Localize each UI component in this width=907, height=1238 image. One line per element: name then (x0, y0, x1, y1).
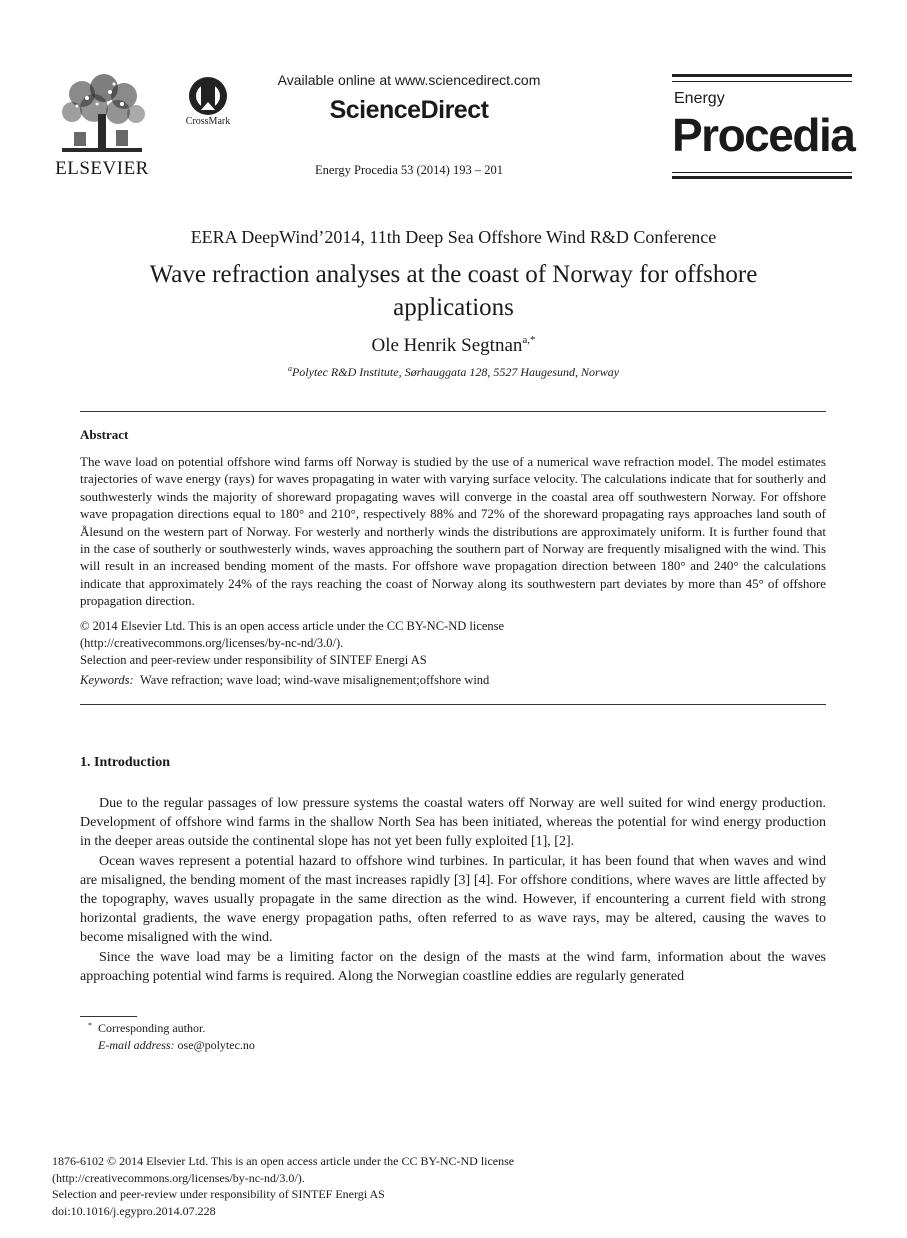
introduction-body (80, 794, 826, 986)
license-link[interactable]: (http://creativecommons.org/licenses/by-nc-nd/3.0/). (80, 636, 344, 650)
procedia-rule-bottom-thin (672, 172, 852, 173)
affiliation-text: Polytec R&D Institute, Sørhauggata 128, 5527 Haugesund, Norway (291, 365, 620, 379)
abstract-heading: Abstract (80, 427, 129, 442)
journal-reference: Energy Procedia 53 (2014) 193 – 201 (315, 163, 503, 177)
elsevier-tree-icon (52, 74, 152, 158)
procedia-rule-top (672, 74, 852, 77)
crossmark-label: CrossMark (185, 116, 231, 127)
procedia-rule-thin (672, 81, 852, 82)
intro-paragraph-3: Since the wave load may be a limiting factor on the design of the masts at the wind farm, information about the waves approaching potential wind farms is required. Along the Norwegian coastline eddies are regularly generated (80, 949, 826, 984)
crossmark-icon (176, 76, 240, 116)
abstract-body: The wave load on potential offshore wind farms off Norway is studied by the use of a numerical wave refraction model. The model estimates trajectories of wave energy (rays) for waves propagating in water with varying surface velocity. The calculations indicate that for southerly and southwesterly winds the majority of shoreward propagating waves will converge in the coastal area off southwestern Norway. For offshore wave propagation directions equal to 180° and 210°, respectively 88% and 72% of the shoreward propagating rays approaches land south of Ålesund on the western part of Norway. For westerly and northerly winds the distributions are approximately uniform. It is further found that in the case of southerly or southwesterly winds, waves approaching the southern part of Norway are frequently misaligned with the wind. This will result in an increased bending moment of the masts. For offshore wave propagation direction between 180° and 240° the calculations indicate that approximately 24% of the rays reaching the coast of Norway along its southwestern part deviates by more than 45° of offshore propagation direction. (80, 454, 826, 609)
email-label: E-mail address: (98, 1038, 175, 1052)
footnote-email (98, 1038, 255, 1053)
footnote-mark: * (88, 1021, 92, 1030)
keywords-label: Keywords: (80, 673, 134, 687)
author-line (40, 334, 867, 357)
section-heading-introduction: 1. Introduction (80, 755, 170, 770)
bottom-doi[interactable]: doi:10.1016/j.egypro.2014.07.228 (52, 1203, 216, 1218)
bottom-info (52, 1153, 852, 1219)
bottom-issn-license: 1876-6102 © 2014 Elsevier Ltd. This is an open access article under the CC BY-NC-ND license (52, 1154, 515, 1168)
bottom-peer-review: Selection and peer-review under responsibility of SINTEF Energi AS (52, 1187, 385, 1201)
email-address[interactable]: ose@polytec.no (177, 1038, 255, 1052)
conference-name: EERA DeepWind’2014, 11th Deep Sea Offshore Wind R&D Conference (190, 227, 717, 247)
affiliation-mark: a (287, 364, 292, 373)
affiliation (40, 364, 867, 380)
author-name: Ole Henrik Segtnan (371, 335, 523, 356)
procedia-energy-label: Energy (674, 90, 725, 107)
corresponding-author-label: Corresponding author. (98, 1021, 206, 1035)
available-online[interactable]: Available online at www.sciencedirect.com (277, 72, 541, 88)
procedia-title: Procedia (672, 109, 855, 161)
author-marks: a,* (522, 334, 536, 346)
keywords-line (80, 672, 826, 689)
paper-title: Wave refraction analyses at the coast of Norway for offshore applications (149, 261, 758, 321)
elsevier-wordmark: ELSEVIER (55, 158, 149, 179)
abstract-bottom-rule (80, 704, 826, 705)
keywords-text: Wave refraction; wave load; wind-wave misalignement;offshore wind (139, 673, 490, 687)
intro-paragraph-1: Due to the regular passages of low pressure systems the coastal waters off Norway are well suited for wind energy production. Development of offshore wind farms in the shallow North Sea has been initiated, whereas the potential for wind energy production in the deeper areas outside the continental slope has not yet been fully exploited [1], [2]. (80, 796, 826, 850)
crossmark-badge[interactable] (176, 76, 240, 136)
abstract-top-rule (80, 411, 826, 412)
peer-review-line: Selection and peer-review under responsibility of SINTEF Energi AS (80, 653, 427, 667)
intro-paragraph-2: Ocean waves represent a potential hazard to offshore wind turbines. In particular, it has been found that when waves and wind are misaligned, the bending moment of the mast increases rapidly [3] [4]. For offshore conditions, where waves are little affected by the topography, waves usually propagate in the same direction as the wind. However, if encountering a current field with strong horizontal gradients, the wave energy propagation paths, often referred to as wave rays, may be altered, causing the waves to become misaligned with the wind. (80, 853, 826, 946)
energy-procedia-logo (672, 74, 855, 180)
bottom-license-link[interactable]: (http://creativecommons.org/licenses/by-nc-nd/3.0/). (52, 1170, 305, 1185)
sciencedirect-logo[interactable]: ScienceDirect (329, 96, 489, 124)
license-line-1: © 2014 Elsevier Ltd. This is an open access article under the CC BY-NC-ND license (80, 619, 505, 633)
footnote-corresponding (88, 1021, 205, 1036)
footnote-rule (80, 1016, 137, 1017)
elsevier-logo (52, 74, 152, 178)
procedia-rule-bottom (672, 176, 852, 179)
